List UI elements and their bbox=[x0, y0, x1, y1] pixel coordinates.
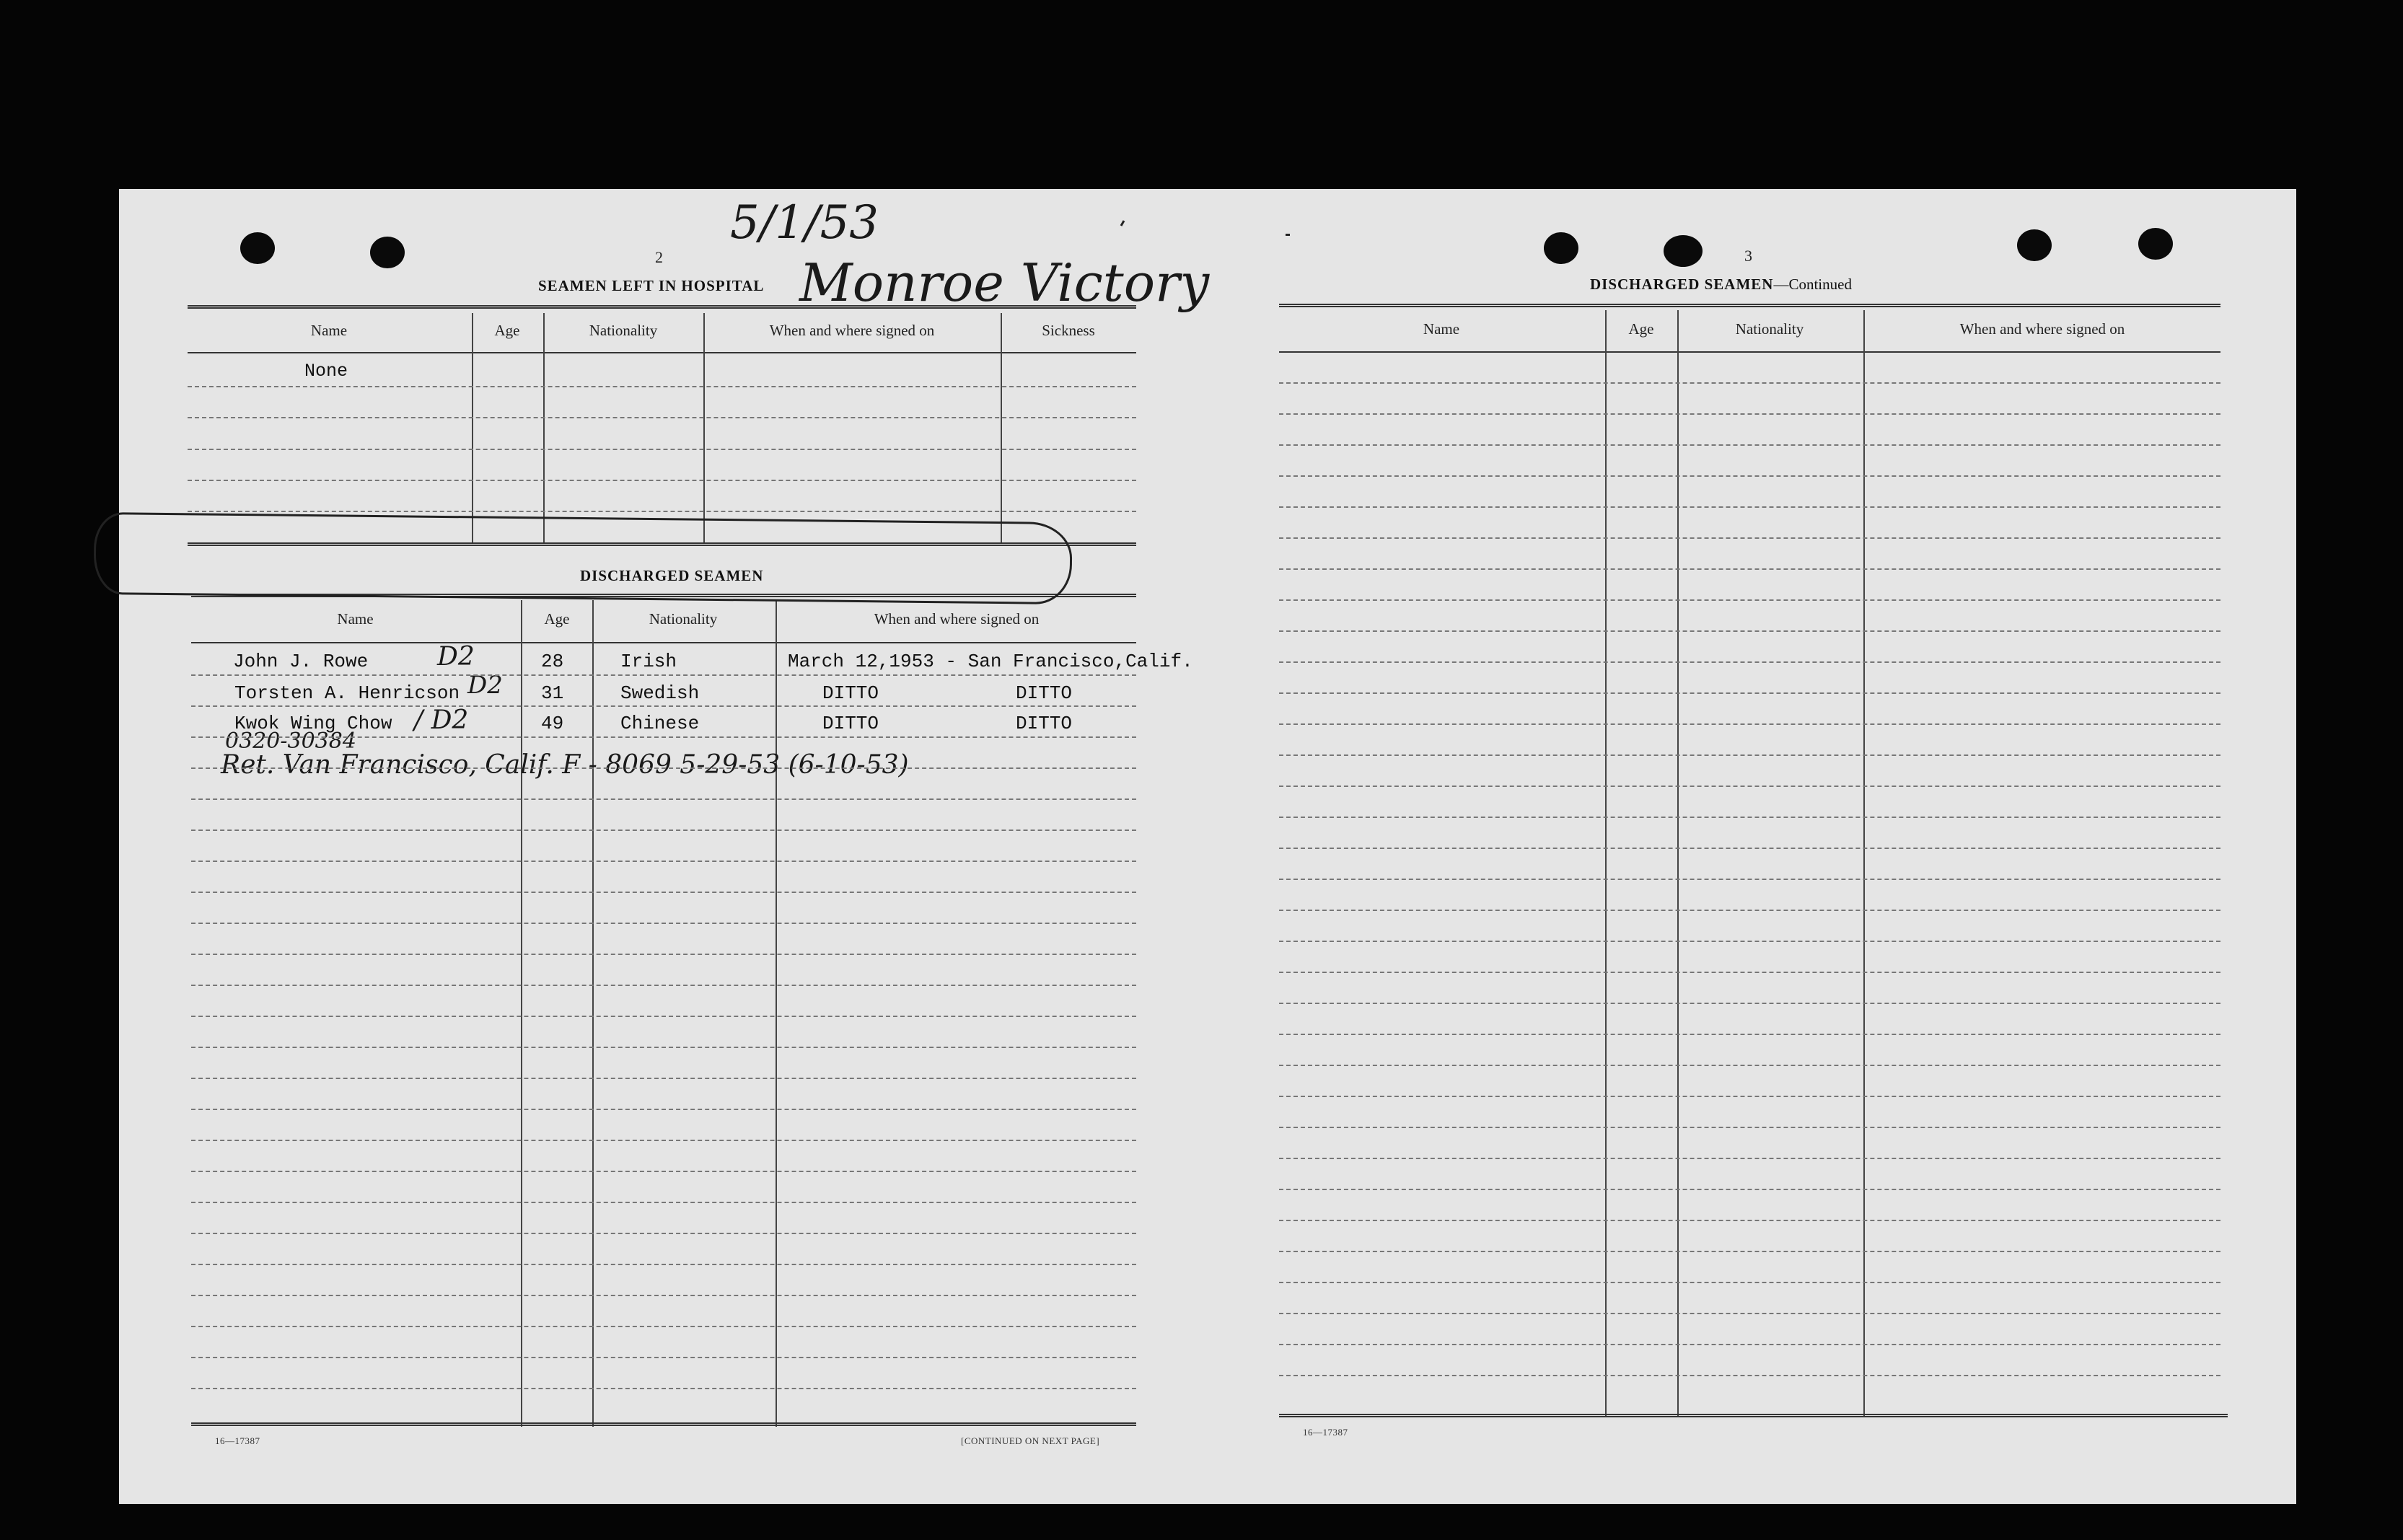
continued-section-title bbox=[1590, 276, 1852, 294]
right-header-rule bbox=[1279, 351, 2220, 353]
row-rule bbox=[188, 480, 1136, 481]
row-rule bbox=[1279, 1003, 2220, 1004]
seaman-age: 28 bbox=[541, 651, 564, 672]
continued-title-suffix: —Continued bbox=[1773, 276, 1852, 293]
row-rule bbox=[191, 1109, 1136, 1110]
hospital-header-rule bbox=[188, 352, 1136, 353]
punch-hole bbox=[240, 232, 275, 264]
seaman-signed-on-ditto: DITTO bbox=[1016, 682, 1073, 704]
handwritten-note-number: 0320-30384 bbox=[225, 729, 356, 754]
right-col-age: Age bbox=[1628, 320, 1654, 338]
row-rule bbox=[1279, 848, 2220, 849]
row-rule bbox=[1279, 568, 2220, 570]
hospital-col-name: Name bbox=[310, 322, 348, 339]
discharged-col-divider bbox=[521, 600, 522, 1427]
row-rule bbox=[191, 1357, 1136, 1358]
hospital-col-sickness: Sickness bbox=[1042, 322, 1095, 339]
footer-form-code: 16—17387 bbox=[215, 1435, 260, 1446]
seaman-name: John J. Rowe bbox=[233, 651, 369, 672]
row-rule bbox=[1279, 475, 2220, 477]
handwritten-date: 5/1/53 bbox=[730, 196, 879, 250]
row-rule bbox=[1279, 1344, 2220, 1345]
row-rule bbox=[191, 923, 1136, 924]
hospital-col-divider bbox=[703, 313, 705, 544]
row-rule bbox=[1279, 1158, 2220, 1159]
row-rule bbox=[191, 1264, 1136, 1265]
row-rule bbox=[1279, 786, 2220, 787]
right-col-signed-on: When and where signed on bbox=[1959, 320, 2125, 338]
row-rule bbox=[191, 1140, 1136, 1141]
row-rule bbox=[1279, 910, 2220, 911]
handwritten-mark: / D2 bbox=[414, 705, 469, 735]
row-rule bbox=[1279, 972, 2220, 973]
row-rule bbox=[191, 1202, 1136, 1203]
row-rule bbox=[191, 705, 1136, 707]
row-rule bbox=[1279, 692, 2220, 694]
hospital-row-name: None bbox=[304, 361, 348, 382]
handwritten-vessel-name: Monroe Victory bbox=[799, 252, 1210, 313]
row-rule bbox=[191, 861, 1136, 862]
seaman-signed-on: DITTO bbox=[822, 682, 879, 704]
row-rule bbox=[191, 1233, 1136, 1234]
hospital-col-nationality: Nationality bbox=[589, 322, 658, 339]
continued-title-text: DISCHARGED SEAMEN bbox=[1590, 276, 1774, 293]
punch-hole bbox=[2017, 229, 2052, 261]
row-rule bbox=[191, 892, 1136, 893]
seaman-signed-on: March 12,1953 - San Francisco,Calif. bbox=[788, 651, 1193, 672]
row-rule bbox=[191, 736, 1136, 738]
row-rule bbox=[1279, 1189, 2220, 1190]
right-col-nationality: Nationality bbox=[1735, 320, 1804, 338]
row-rule bbox=[188, 386, 1136, 387]
row-rule bbox=[188, 449, 1136, 450]
discharged-col-name: Name bbox=[337, 610, 374, 628]
row-rule bbox=[1279, 1034, 2220, 1035]
row-rule bbox=[191, 674, 1136, 676]
seaman-nationality: Chinese bbox=[620, 713, 700, 734]
row-rule bbox=[1279, 1065, 2220, 1066]
row-rule bbox=[1279, 506, 2220, 508]
seaman-signed-on-ditto: DITTO bbox=[1016, 713, 1073, 734]
row-rule bbox=[1279, 413, 2220, 415]
handwritten-mark: D2 bbox=[467, 671, 503, 700]
row-rule bbox=[191, 1295, 1136, 1296]
row-rule bbox=[1279, 630, 2220, 632]
row-rule bbox=[188, 417, 1136, 418]
row-rule bbox=[191, 985, 1136, 986]
row-rule bbox=[191, 1047, 1136, 1048]
row-rule bbox=[1279, 1220, 2220, 1221]
row-rule bbox=[191, 1326, 1136, 1327]
discharged-col-age: Age bbox=[544, 610, 570, 628]
row-rule bbox=[1279, 382, 2220, 384]
punch-hole bbox=[1544, 232, 1578, 264]
seaman-age: 31 bbox=[541, 682, 564, 704]
row-rule bbox=[1279, 444, 2220, 446]
hospital-section-title: SEAMEN LEFT IN HOSPITAL bbox=[538, 277, 765, 294]
pen-stroke bbox=[1286, 234, 1290, 236]
row-rule bbox=[191, 1016, 1136, 1017]
seaman-nationality: Irish bbox=[620, 651, 677, 672]
seaman-nationality: Swedish bbox=[620, 682, 700, 704]
footer-form-code-right: 16—17387 bbox=[1303, 1427, 1348, 1438]
hospital-col-divider bbox=[543, 313, 545, 544]
row-rule bbox=[1279, 537, 2220, 539]
row-rule bbox=[1279, 1375, 2220, 1376]
discharged-section-title: DISCHARGED SEAMEN bbox=[580, 567, 764, 584]
punch-hole bbox=[1664, 235, 1703, 267]
right-top-rule bbox=[1279, 304, 2220, 307]
handwritten-note-line: Ret. Van Francisco, Calif. F - 8069 5-29-53 (6-10-53) bbox=[221, 750, 909, 780]
hospital-col-divider bbox=[1001, 313, 1002, 544]
row-rule bbox=[191, 1078, 1136, 1079]
row-rule bbox=[191, 798, 1136, 800]
right-bottom-rule bbox=[1279, 1414, 2228, 1417]
row-rule bbox=[188, 511, 1136, 512]
hospital-col-signed-on: When and where signed on bbox=[769, 322, 935, 339]
row-rule bbox=[191, 954, 1136, 955]
row-rule bbox=[1279, 1127, 2220, 1128]
row-rule bbox=[1279, 879, 2220, 880]
discharged-col-divider bbox=[776, 600, 777, 1427]
row-rule bbox=[191, 767, 1136, 769]
row-rule bbox=[1279, 661, 2220, 663]
row-rule bbox=[191, 1388, 1136, 1389]
row-rule bbox=[191, 830, 1136, 831]
right-col-name: Name bbox=[1423, 320, 1460, 338]
discharged-header-rule bbox=[191, 642, 1136, 643]
discharged-col-nationality: Nationality bbox=[649, 610, 718, 628]
footer-continued-note: [CONTINUED ON NEXT PAGE] bbox=[961, 1435, 1100, 1446]
row-rule bbox=[1279, 599, 2220, 601]
seaman-name: Kwok Wing Chow bbox=[234, 713, 392, 734]
seaman-signed-on: DITTO bbox=[822, 713, 879, 734]
punch-hole bbox=[2138, 228, 2173, 260]
row-rule bbox=[1279, 1313, 2220, 1314]
row-rule bbox=[191, 1171, 1136, 1172]
discharged-bottom-rule bbox=[191, 1422, 1136, 1426]
page-number-right: 3 bbox=[1744, 247, 1752, 265]
row-rule bbox=[1279, 1282, 2220, 1283]
row-rule bbox=[1279, 723, 2220, 725]
handwritten-mark: D2 bbox=[437, 642, 475, 672]
handwritten-circle bbox=[93, 512, 1072, 604]
hospital-col-divider bbox=[472, 313, 473, 544]
row-rule bbox=[1279, 817, 2220, 818]
row-rule bbox=[1279, 1251, 2220, 1252]
seaman-age: 49 bbox=[541, 713, 564, 734]
hospital-col-age: Age bbox=[494, 322, 520, 339]
discharged-col-signed-on: When and where signed on bbox=[874, 610, 1040, 628]
seaman-name: Torsten A. Henricson bbox=[234, 682, 460, 704]
row-rule bbox=[1279, 1096, 2220, 1097]
discharged-col-divider bbox=[592, 600, 594, 1427]
page-number-left: 2 bbox=[655, 248, 663, 266]
row-rule bbox=[1279, 754, 2220, 756]
row-rule bbox=[1279, 941, 2220, 942]
punch-hole bbox=[370, 237, 405, 268]
